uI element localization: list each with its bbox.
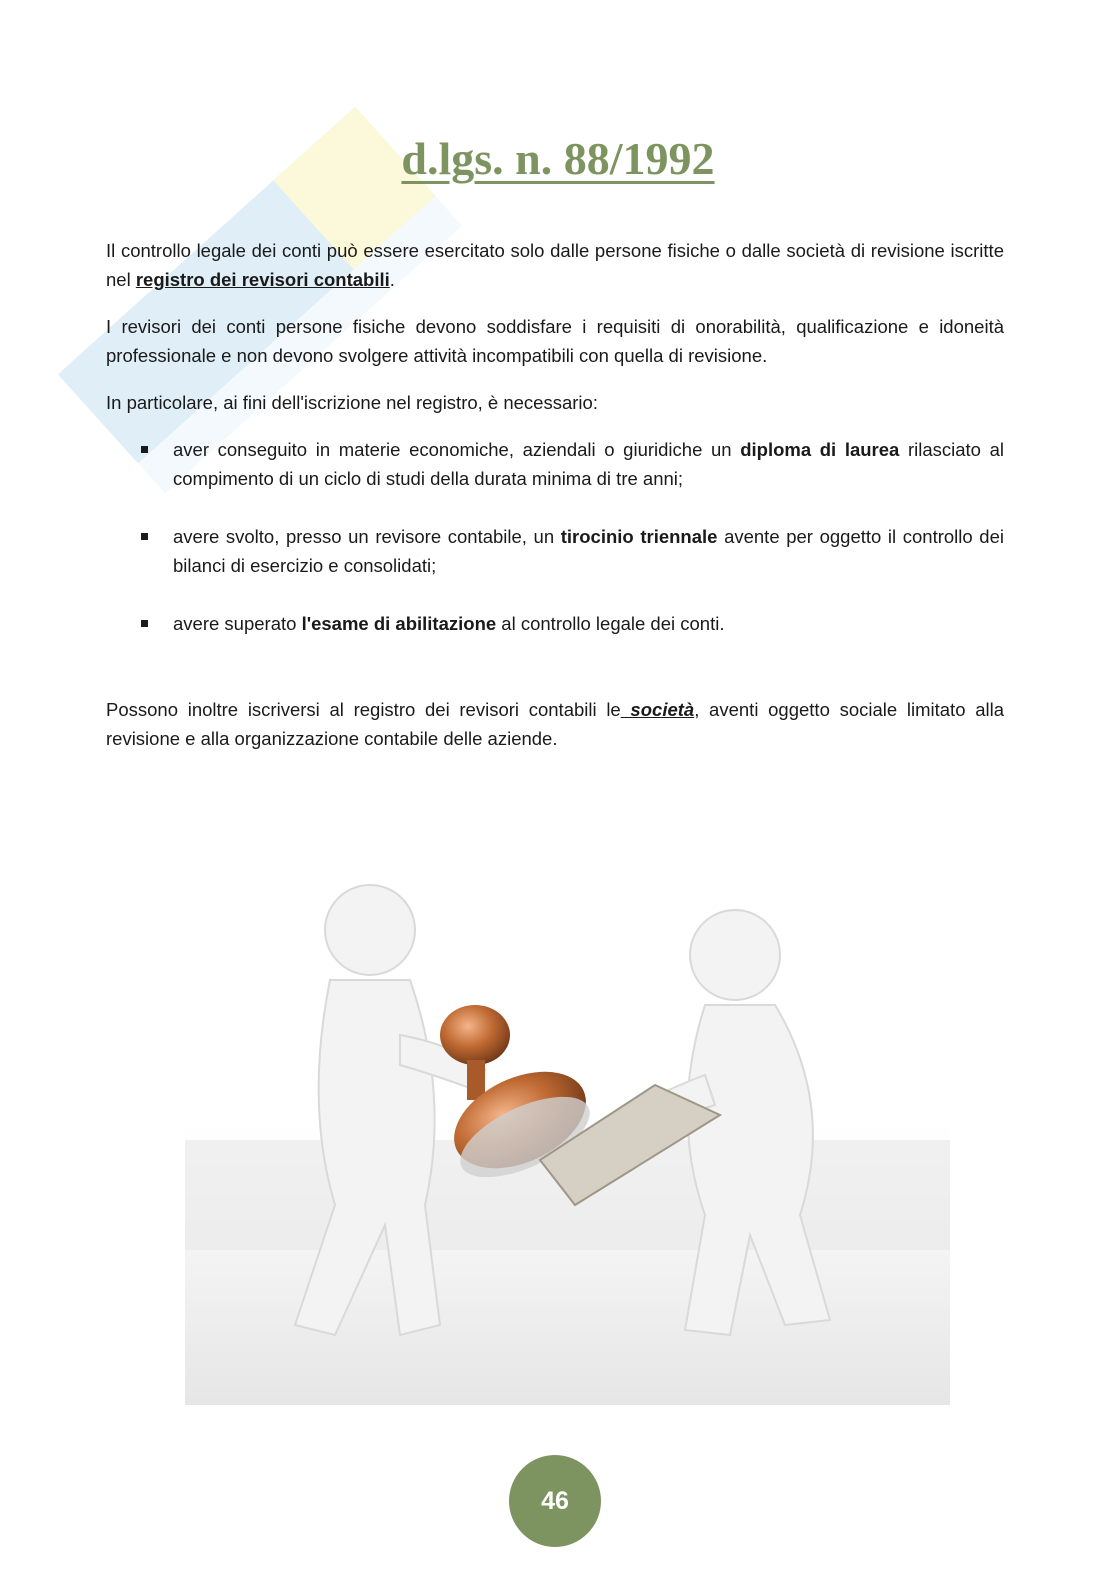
square-bullet-icon [141,446,148,453]
list-item: avere svolto, presso un revisore contabile, un tirocinio triennale avente per oggetto il controllo dei bilanci di esercizio e consolidati; [106,522,1004,580]
paragraph-1: Il controllo legale dei conti può essere esercitato solo dalle persone fisiche o dalle società di revisione iscritte nel registro dei revisori contabili. [106,240,1004,290]
paragraph-3: In particolare, ai fini dell'iscrizione nel registro, è necessario: [106,392,598,413]
square-bullet-icon [141,620,148,627]
square-bullet-icon [141,533,148,540]
page-title: d.lgs. n. 88/1992 [401,133,715,184]
list-item: aver conseguito in materie economiche, aziendali o giuridiche un diploma di laurea rilasciato al compimento di un ciclo di studi della durata minima di tre anni; [106,435,1004,493]
stamp-illustration [185,875,950,1405]
page-number-badge: 46 [509,1455,601,1547]
list-item: avere superato l'esame di abilitazione al controllo legale dei conti. [106,609,1004,638]
societa-link: società [620,699,695,720]
requirements-list [106,435,1004,638]
paragraph-2: I revisori dei conti persone fisiche devono soddisfare i requisiti di onorabilità, qualificazione e idoneità professionale e non devono svolgere attività incompatibili con quella di revisione. [106,316,1004,366]
registro-link: registro dei revisori contabili [135,269,390,290]
document-body [106,236,1004,771]
paragraph-4: Possono inoltre iscriversi al registro dei revisori contabili le società, aventi oggetto sociale limitato alla revisione e alla organizzazione contabile delle aziende. [106,699,1004,749]
